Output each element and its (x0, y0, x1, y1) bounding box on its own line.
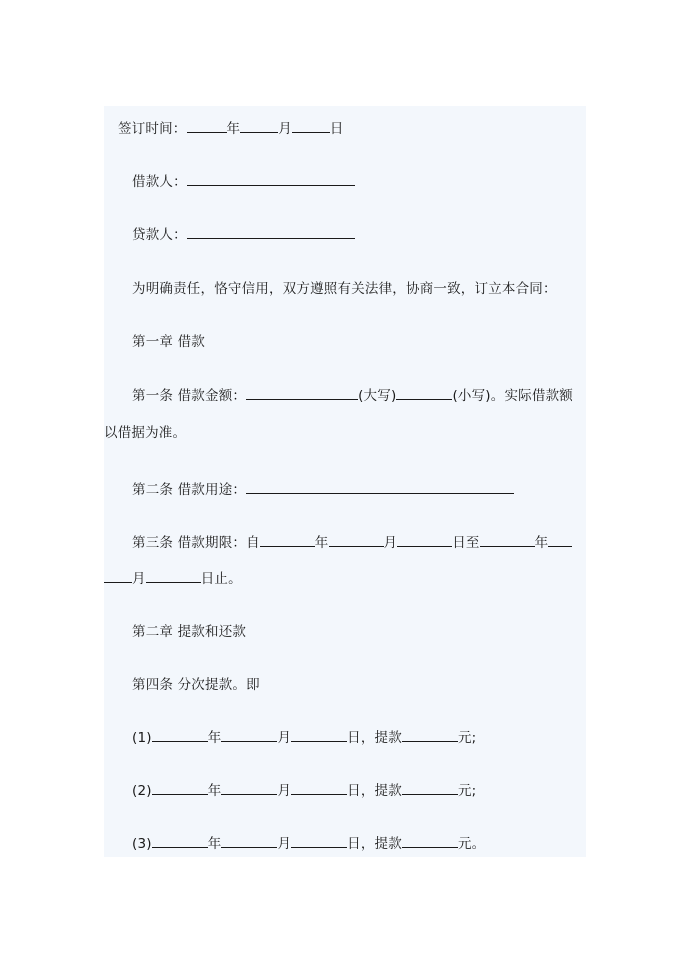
month-blank[interactable] (221, 729, 277, 742)
month-label: 月 (383, 535, 398, 551)
installment-2 (132, 782, 476, 800)
amount-lower-blank[interactable] (396, 387, 452, 400)
lender-label: 贷款人： (132, 227, 187, 243)
day-label: 日 (329, 121, 344, 137)
sign-date-line (118, 120, 344, 138)
month-label: 月 (277, 783, 292, 799)
sign-month-blank[interactable] (240, 120, 278, 133)
sign-date-label: 签订时间： (118, 121, 187, 137)
sign-day-blank[interactable] (292, 120, 330, 133)
unit-label: 元; (457, 730, 477, 746)
year-blank[interactable] (152, 729, 208, 742)
amount-blank[interactable] (402, 835, 458, 848)
month-label: 月 (132, 571, 146, 587)
article-1-cont: 以借据为准。 (104, 425, 187, 441)
month-blank[interactable] (221, 835, 277, 848)
end-label: 日止。 (200, 571, 242, 587)
month-label: 月 (277, 730, 292, 746)
year-label: 年 (207, 836, 222, 852)
lender-blank[interactable] (187, 226, 355, 239)
installment-1 (132, 729, 476, 747)
article-2-line (132, 481, 514, 499)
year-label: 年 (207, 730, 222, 746)
year-label: 年 (207, 783, 222, 799)
borrower-blank[interactable] (187, 173, 355, 186)
end-month-blank-b[interactable] (104, 570, 132, 583)
end-month-blank-a[interactable] (548, 534, 572, 547)
unit-label: 元; (457, 783, 477, 799)
preamble: 为明确责任，恪守信用，双方遵照有关法律，协商一致，订立本合同： (132, 281, 557, 297)
article-2-label: 第二条 借款用途： (132, 482, 247, 498)
start-year-blank[interactable] (260, 534, 315, 547)
day-label: 日，提款 (347, 836, 402, 852)
installment-3 (132, 835, 485, 853)
start-month-blank[interactable] (329, 534, 384, 547)
article-4-line: 第四条 分次提款。即 (132, 677, 260, 693)
article-3-line (132, 534, 572, 552)
installment-num: (2) (132, 783, 152, 799)
document-page (104, 106, 586, 857)
borrower-label: 借款人： (132, 174, 187, 190)
article-3-label: 第三条 借款期限：自 (132, 535, 260, 551)
article-1-label: 第一条 借款金额： (132, 388, 247, 404)
article-3-cont (104, 570, 242, 588)
year-blank[interactable] (152, 835, 208, 848)
sign-year-blank[interactable] (187, 120, 227, 133)
year-blank[interactable] (152, 782, 208, 795)
year-label: 年 (534, 535, 549, 551)
lower-label: (小写)。实际借款额 (452, 388, 573, 404)
month-label: 月 (277, 836, 292, 852)
installment-num: (1) (132, 730, 152, 746)
month-blank[interactable] (221, 782, 277, 795)
day-blank[interactable] (291, 782, 347, 795)
borrower-line (132, 173, 355, 191)
amount-blank[interactable] (402, 729, 458, 742)
year-label: 年 (226, 121, 241, 137)
start-day-blank[interactable] (397, 534, 452, 547)
day-blank[interactable] (291, 729, 347, 742)
year-label: 年 (314, 535, 329, 551)
installment-num: (3) (132, 836, 152, 852)
day-blank[interactable] (291, 835, 347, 848)
amount-blank[interactable] (402, 782, 458, 795)
article-1-line (132, 387, 573, 405)
day-label: 日，提款 (347, 730, 402, 746)
upper-label: (大写) (358, 388, 397, 404)
unit-label: 元。 (457, 836, 486, 852)
end-year-blank[interactable] (480, 534, 535, 547)
purpose-blank[interactable] (246, 481, 514, 494)
chapter-1-heading: 第一章 借款 (132, 334, 205, 350)
chapter-2-heading: 第二章 提款和还款 (132, 624, 247, 640)
day-to-label: 日至 (452, 535, 480, 551)
end-day-blank[interactable] (146, 570, 201, 583)
month-label: 月 (278, 121, 292, 137)
day-label: 日，提款 (347, 783, 402, 799)
lender-line (132, 226, 355, 244)
amount-upper-blank[interactable] (246, 387, 358, 400)
